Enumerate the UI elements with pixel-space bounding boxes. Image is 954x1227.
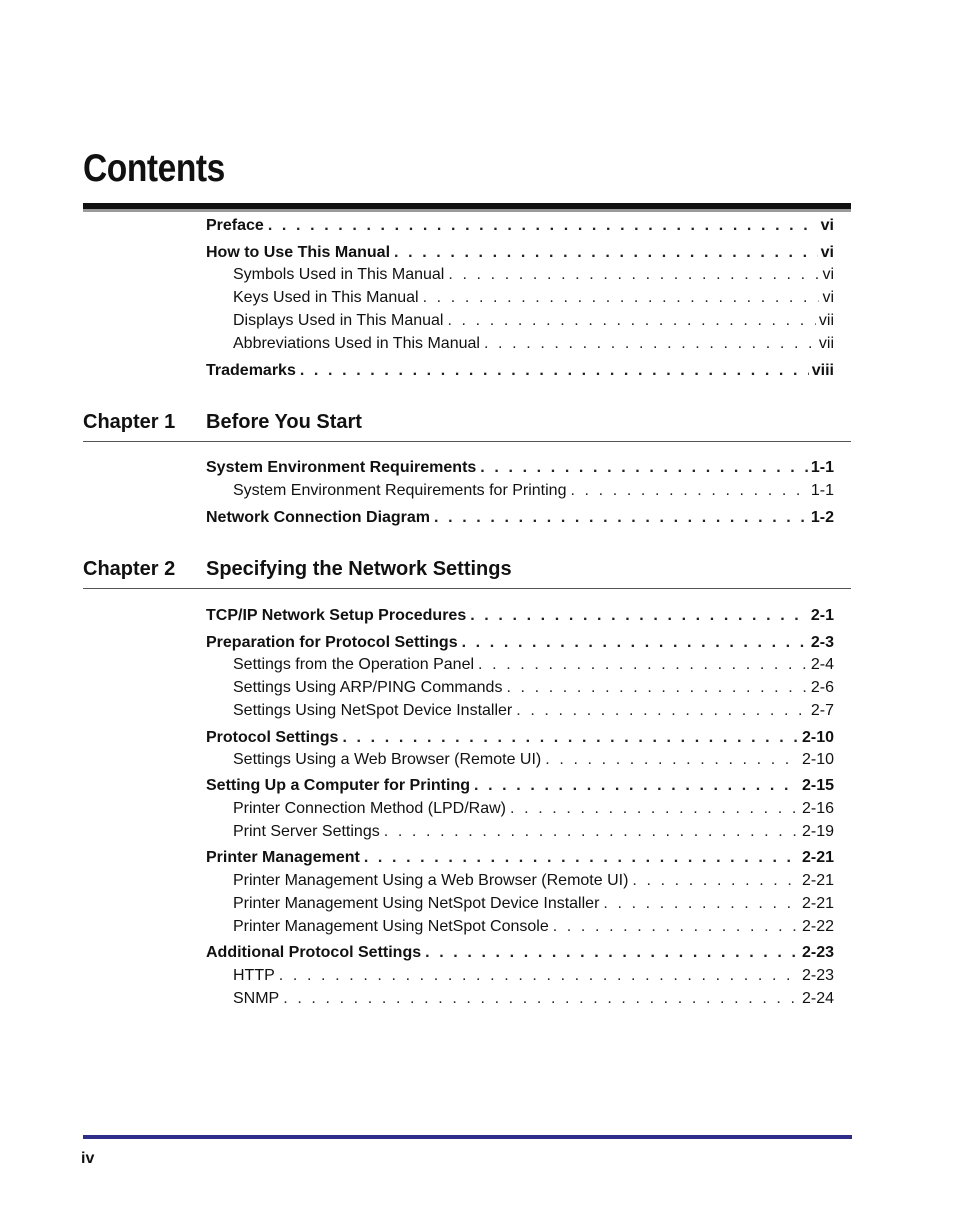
toc-entry-page: 2-23	[801, 967, 834, 984]
dot-leader	[425, 944, 799, 962]
dot-leader	[632, 872, 799, 890]
toc-entry-label: SNMP	[233, 990, 280, 1007]
dot-leader	[570, 482, 807, 500]
toc-entry-label: Settings from the Operation Panel	[233, 656, 475, 673]
toc-entry-symbols[interactable]	[233, 266, 834, 288]
toc-entry[interactable]	[233, 656, 834, 678]
toc-entry-label: Printer Management Using NetSpot Device Installer	[233, 895, 600, 912]
dot-leader	[384, 823, 799, 841]
toc-entry-trademarks[interactable]	[206, 362, 834, 384]
dot-leader	[448, 266, 819, 284]
toc-entry-label: Settings Using ARP/PING Commands	[233, 679, 503, 696]
chapter-number: Chapter 1	[83, 411, 176, 433]
toc-entry[interactable]	[233, 990, 834, 1012]
dot-leader	[423, 289, 820, 307]
toc-entry-label: System Environment Requirements for Printing	[233, 482, 567, 499]
toc-entry-label: System Environment Requirements	[206, 459, 477, 476]
dot-leader	[510, 800, 799, 818]
toc-entry-label: Settings Using a Web Browser (Remote UI)	[233, 751, 542, 768]
toc-entry-page: 2-19	[801, 823, 834, 840]
toc-entry-label: Printer Connection Method (LPD/Raw)	[233, 800, 507, 817]
toc-entry-page: 2-15	[801, 777, 834, 794]
toc-entry-label: Setting Up a Computer for Printing	[206, 777, 470, 794]
toc-entry-label: Preparation for Protocol Settings	[206, 634, 458, 651]
dot-leader	[447, 312, 815, 330]
toc-entry-label: Print Server Settings	[233, 823, 380, 840]
toc-entry[interactable]	[206, 777, 834, 799]
toc-entry-page: viii	[811, 362, 834, 379]
dot-leader	[279, 967, 799, 985]
toc-entry[interactable]	[233, 800, 834, 822]
toc-entry-label: TCP/IP Network Setup Procedures	[206, 607, 467, 624]
toc-entry-page: 2-24	[801, 990, 834, 1007]
toc-entry-page: 2-6	[810, 679, 834, 696]
toc-entry-page: 2-10	[801, 729, 834, 746]
dot-leader	[364, 849, 799, 867]
toc-entry-label: Preface	[206, 217, 264, 234]
toc-entry-label: Settings Using NetSpot Device Installer	[233, 702, 513, 719]
toc-entry-page: 1-1	[810, 459, 834, 476]
dot-leader	[434, 509, 808, 527]
chapter-rule	[83, 441, 851, 442]
toc-entry-label: Displays Used in This Manual	[233, 312, 444, 329]
dot-leader	[478, 656, 808, 674]
toc-entry-label: Trademarks	[206, 362, 296, 379]
toc-entry[interactable]	[233, 702, 834, 724]
toc-entry-page: 2-22	[801, 918, 834, 935]
toc-entry-page: vi	[822, 289, 834, 306]
toc-entry-label: Printer Management	[206, 849, 360, 866]
toc-entry[interactable]	[233, 918, 834, 940]
dot-leader	[283, 990, 799, 1008]
toc-entry-label: Protocol Settings	[206, 729, 339, 746]
dot-leader	[394, 244, 818, 262]
chapter-title[interactable]: Specifying the Network Settings	[206, 558, 512, 580]
toc-entry-page: 2-21	[801, 895, 834, 912]
toc-entry-page: vi	[822, 266, 834, 283]
toc-entry-system-env[interactable]	[206, 459, 834, 481]
toc-entry[interactable]	[233, 823, 834, 845]
toc-entry-page: 2-4	[810, 656, 834, 673]
toc-entry-page: vii	[818, 335, 834, 352]
title-rule-shadow	[83, 209, 851, 212]
toc-entry-label: Symbols Used in This Manual	[233, 266, 445, 283]
toc-entry-label: Printer Management Using a Web Browser (Remote UI)	[233, 872, 629, 889]
toc-entry-preface[interactable]	[206, 217, 834, 239]
toc-entry[interactable]	[206, 849, 834, 871]
toc-entry-network-diagram[interactable]	[206, 509, 834, 531]
dot-leader	[506, 679, 807, 697]
toc-entry-page: vii	[818, 312, 834, 329]
toc-entry-system-env-printing[interactable]	[233, 482, 834, 504]
dot-leader	[603, 895, 799, 913]
dot-leader	[300, 362, 809, 380]
toc-entry-label: Additional Protocol Settings	[206, 944, 422, 961]
toc-entry-keys[interactable]	[233, 289, 834, 311]
chapter-title[interactable]: Before You Start	[206, 411, 362, 433]
toc-entry-label: Abbreviations Used in This Manual	[233, 335, 480, 352]
toc-entry-label: Network Connection Diagram	[206, 509, 431, 526]
chapter-rule	[83, 588, 851, 589]
dot-leader	[470, 607, 808, 625]
dot-leader	[268, 217, 818, 235]
toc-entry-page: 2-7	[810, 702, 834, 719]
toc-entry-page: 2-16	[801, 800, 834, 817]
dot-leader	[342, 729, 799, 747]
dot-leader	[484, 335, 816, 353]
toc-entry-page: vi	[820, 217, 834, 234]
toc-entry-displays[interactable]	[233, 312, 834, 334]
toc-entry-page: 2-23	[801, 944, 834, 961]
toc-entry[interactable]	[233, 679, 834, 701]
toc-entry-label: Printer Management Using NetSpot Console	[233, 918, 549, 935]
dot-leader	[474, 777, 799, 795]
dot-leader	[480, 459, 808, 477]
toc-entry[interactable]	[206, 607, 834, 629]
toc-entry-how-to-use[interactable]	[206, 244, 834, 266]
dot-leader	[516, 702, 808, 720]
chapter-number: Chapter 2	[83, 558, 176, 580]
toc-entry-page: vi	[820, 244, 834, 261]
toc-entry-label: How to Use This Manual	[206, 244, 391, 261]
toc-entry[interactable]	[206, 944, 834, 966]
toc-entry[interactable]	[233, 751, 834, 773]
toc-entry-page: 2-1	[810, 607, 834, 624]
toc-entry-abbreviations[interactable]	[233, 335, 834, 357]
toc-entry[interactable]	[206, 634, 834, 656]
toc-entry-page: 1-1	[810, 482, 834, 499]
toc-entry-label: HTTP	[233, 967, 275, 984]
toc-entry-page: 2-3	[810, 634, 834, 651]
toc-entry-page: 2-21	[801, 872, 834, 889]
toc-entry[interactable]	[233, 872, 834, 894]
dot-leader	[553, 918, 799, 936]
dot-leader	[462, 634, 808, 652]
footer-rule	[83, 1135, 852, 1139]
dot-leader	[545, 751, 799, 769]
toc-entry-page: 2-21	[801, 849, 834, 866]
toc-entry-page: 1-2	[810, 509, 834, 526]
toc-entry[interactable]	[233, 967, 834, 989]
toc-entry[interactable]	[233, 895, 834, 917]
toc-entry[interactable]	[206, 729, 834, 751]
page-number: iv	[81, 1150, 95, 1167]
toc-entry-page: 2-10	[801, 751, 834, 768]
page-title: Contents	[83, 147, 225, 190]
toc-entry-label: Keys Used in This Manual	[233, 289, 419, 306]
